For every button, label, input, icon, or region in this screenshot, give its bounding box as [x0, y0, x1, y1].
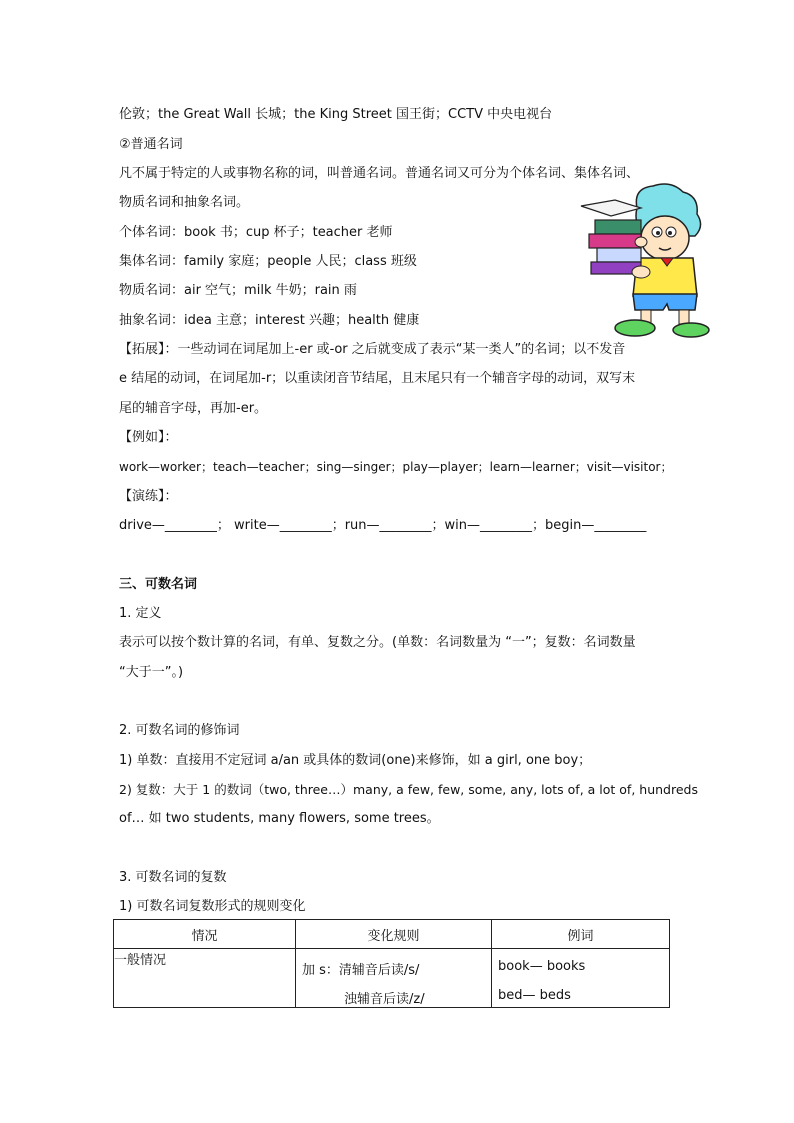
line-5: 个体名词：book 书；cup 杯子；teacher 老师 [119, 225, 393, 240]
heading-common-nouns: ②普通名词 [119, 137, 183, 152]
line-22: 2) 复数：大于 1 的数词（two, three…）many, a few, few, some, any, lots of, a lot of, hundreds [119, 782, 698, 797]
table-header-row [114, 920, 670, 949]
rule-cell [296, 949, 492, 1008]
line-20: 2. 可数名词的修饰词 [119, 723, 240, 738]
boy-carrying-books-icon [575, 180, 715, 340]
header-rule: 变化规则 [296, 920, 492, 949]
line-8: 抽象名词：idea 主意；interest 兴趣；health 健康 [119, 313, 420, 328]
line-11: 尾的辅音字母，再加-er。 [119, 401, 268, 416]
header-example: 例词 [492, 920, 670, 949]
example-2: bed— beds [498, 988, 571, 1003]
section-heading-countable-nouns: 三、可数名词 [119, 577, 198, 592]
line-1: 伦敦；the Great Wall 长城；the King Street 国王街；CCTV 中央电视台 [119, 107, 553, 122]
line-25: 1) 可数名词复数形式的规则变化 [119, 899, 306, 914]
line-14: 【演练】： [119, 489, 178, 504]
table-row [114, 949, 670, 1008]
rule-line-1: 加 s：清辅音后读/s/ [302, 963, 420, 978]
line-19: “大于一”。) [119, 665, 184, 680]
case-cell: 一般情况 [114, 949, 296, 1008]
plural-rules-table [113, 919, 670, 1008]
line-24: 3. 可数名词的复数 [119, 870, 227, 885]
line-3: 凡不属于特定的人或事物名称的词，叫普通名词。普通名词又可分为个体名词、集体名词、 [119, 166, 640, 181]
line-4: 物质名词和抽象名词。 [119, 195, 250, 210]
line-23: of… 如 two students, many flowers, some trees。 [119, 811, 440, 826]
line-6: 集体名词：family 家庭；people 人民；class 班级 [119, 254, 417, 269]
example-1: book— books [498, 959, 586, 974]
line-18: 表示可以按个数计算的名词，有单、复数之分。(单数：名词数量为 “一”；复数：名词数量 [119, 635, 636, 650]
line-9: 【拓展】：一些动词在词尾加上-er 或-or 之后就变成了表示“某一类人”的名词；以不发音 [119, 342, 626, 357]
line-21: 1) 单数：直接用不定冠词 a/an 或具体的数词(one)来修饰，如 a girl, one boy； [119, 753, 592, 768]
line-13: work—worker；teach—teacher；sing—singer；play—player；learn—learner；visit—visitor； [119, 460, 673, 474]
header-case: 情况 [114, 920, 296, 949]
example-cell [492, 949, 670, 1008]
rule-line-2: 浊辅音后读/z/ [344, 992, 425, 1007]
line-17: 1. 定义 [119, 606, 162, 621]
line-10: e 结尾的动词，在词尾加-r；以重读闭音节结尾，且末尾只有一个辅音字母的动词，双写末 [119, 371, 636, 386]
line-12: 【例如】： [119, 430, 178, 445]
line-7: 物质名词：air 空气；milk 牛奶；rain 雨 [119, 283, 357, 298]
line-15: drive—________； write—________；run—________；win—________；begin—________ [119, 518, 647, 533]
